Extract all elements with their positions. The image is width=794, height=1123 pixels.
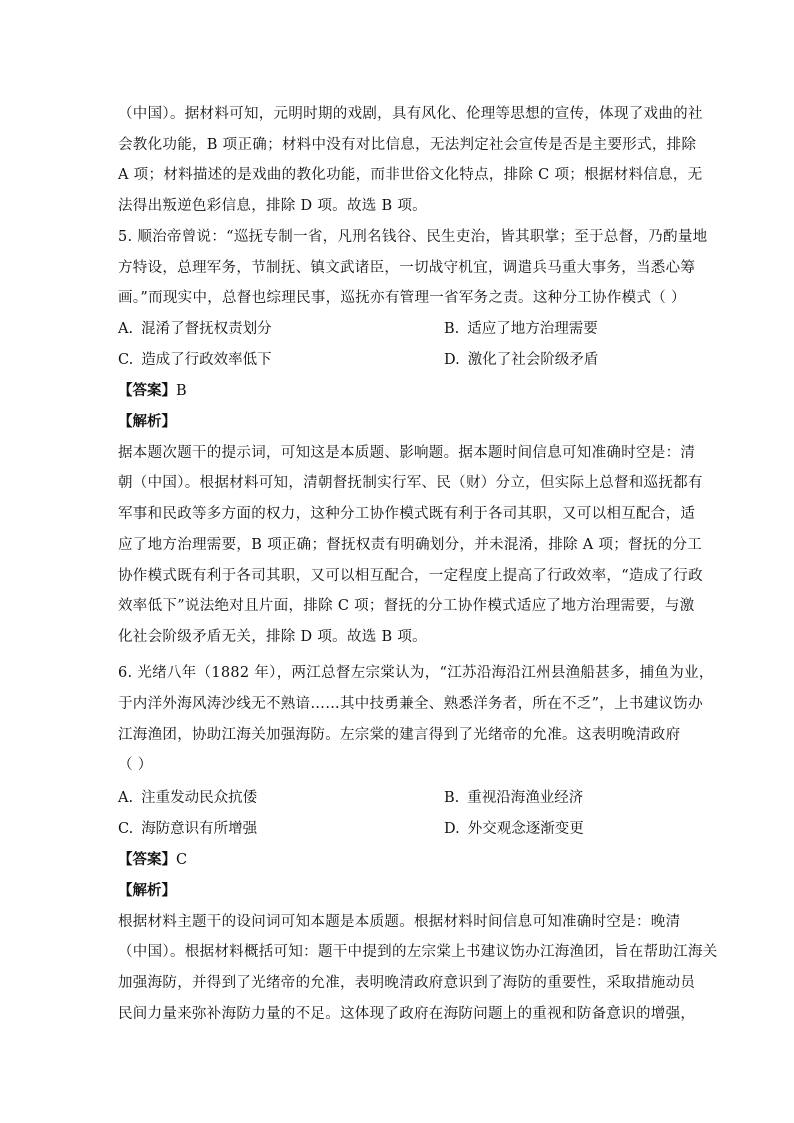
- question-5-stem-line: 5. 顺治帝曾说：“巡抚专制一省，凡刑名钱谷、民生吏治，皆其职掌；至于总督，乃酌量地: [118, 229, 708, 245]
- option-text: 造成了行政效率低下: [141, 352, 272, 368]
- question-6-option-b: [444, 783, 583, 813]
- question-6-answer: 【答案】C: [118, 851, 188, 868]
- question-5-analysis-line: 据本题次题干的提示词，可知这是本质题、影响题。据本题时间信息可知准确时空是：清: [118, 445, 696, 461]
- option-key: A.: [118, 790, 134, 806]
- question-6-analysis-line: （中国）。根据材料概括可知：题干中提到的左宗棠上书建议饬办江海渔团，旨在帮助江海关: [118, 944, 718, 960]
- answer-value: B: [176, 383, 187, 399]
- question-5-analysis-line: 朝（中国）。根据材料可知，清朝督抚制实行军、民（财）分立，但实际上总督和巡抚都有: [118, 475, 703, 491]
- question-5-option-a: [118, 314, 272, 344]
- question-6-stem-line: 6. 光绪八年（1882 年），两江总督左宗棠认为，“江苏沿海沿江州县渔船甚多，捕鱼为业，: [118, 665, 714, 681]
- question-5-option-c: [118, 345, 272, 375]
- question-5-option-d: [444, 345, 598, 375]
- option-text: 激化了社会阶级矛盾: [467, 352, 599, 368]
- option-key: C.: [118, 352, 134, 368]
- question-6-stem-line: 江海渔团，协助江海关加强海防。左宗棠的建言得到了光绪帝的允准。这表明晚清政府: [118, 727, 681, 743]
- question-5-answer: 【答案】B: [118, 382, 187, 399]
- question-5-analysis-line: 效率低下”说法绝对且片面，排除 C 项；督抚的分工协作模式适应了地方治理需要，与激: [118, 598, 695, 614]
- prev-analysis-line: （中国）。据材料可知，元明时期的戏剧，具有风化、伦理等思想的宣传，体现了戏曲的社: [118, 106, 703, 122]
- question-6-option-a: [118, 783, 257, 813]
- question-5-analysis-line: 应了地方治理需要，B 项正确；督抚权责有明确划分，并未混淆，排除 A 项；督抚的分工: [118, 537, 703, 553]
- option-key: D.: [444, 821, 460, 837]
- option-text: 外交观念逐渐变更: [467, 821, 584, 837]
- option-key: B.: [444, 321, 460, 337]
- question-6-stem-line: 于内洋外海风涛沙线无不熟谙……其中技勇兼全、熟悉洋务者，所在不乏”，上书建议饬办: [118, 696, 703, 712]
- prev-analysis-line: A 项；材料描述的是戏曲的教化功能，而非世俗文化特点，排除 C 项；根据材料信息，无: [118, 167, 703, 183]
- answer-label: 答案: [132, 382, 162, 399]
- question-6-analysis-line: 加强海防，并得到了光绪帝的允准，表明晚清政府意识到了海防的重要性，采取措施动员: [118, 975, 696, 991]
- question-5-stem-line: 画。”而现实中，总督也综理民事，巡抚亦有管理一省军务之责。这种分工协作模式（ ）: [118, 290, 686, 306]
- prev-analysis-line: 会教化功能，B 项正确；材料中没有对比信息，无法判定社会宣传是否是主要形式，排除: [118, 137, 697, 153]
- question-6-analysis-line: 根据材料主题干的设问词可知本题是本质题。根据材料时间信息可知准确时空是：晚清: [118, 914, 681, 930]
- question-5-analysis-line: 化社会阶级矛盾无关，排除 D 项。故选 B 项。: [118, 629, 427, 645]
- prev-analysis-line: 法得出叛逆色彩信息，排除 D 项。故选 B 项。: [118, 198, 427, 214]
- option-key: A.: [118, 321, 134, 337]
- option-key: C.: [118, 821, 134, 837]
- answer-value: C: [176, 852, 188, 868]
- question-6-analysis-heading: 【解析】: [118, 882, 176, 899]
- question-5-option-b: [444, 314, 598, 344]
- question-5-analysis-heading: 【解析】: [118, 413, 176, 430]
- question-5-analysis-line: 协作模式既有利于各司其职，又可以相互配合，一定程度上提高了行政效率，“造成了行政: [118, 568, 703, 584]
- option-text: 适应了地方治理需要: [467, 321, 598, 337]
- analysis-label: 解析: [132, 882, 162, 899]
- question-6-stem-line: （ ）: [118, 757, 153, 773]
- question-6-option-d: [444, 814, 584, 844]
- question-6-analysis-line: 民间力量来弥补海防力量的不足。这体现了政府在海防问题上的重视和防备意识的增强，: [118, 1006, 696, 1022]
- option-text: 重视沿海渔业经济: [467, 790, 584, 806]
- analysis-label: 解析: [132, 413, 162, 430]
- option-key: B.: [444, 790, 460, 806]
- question-5-analysis-line: 军事和民政等多方面的权力，这种分工协作模式既有利于各司其职，又可以相互配合，适: [118, 506, 696, 522]
- question-5-stem-line: 方特设，总理军务，节制抚、镇文武诸臣，一切战守机宜，调遣兵马重大事务，当悉心筹: [118, 260, 696, 276]
- answer-label: 答案: [132, 851, 162, 868]
- option-text: 混淆了督抚权责划分: [141, 321, 272, 337]
- question-6-option-c: [118, 814, 257, 844]
- option-text: 海防意识有所增强: [141, 821, 258, 837]
- option-text: 注重发动民众抗倭: [141, 790, 258, 806]
- option-key: D.: [444, 352, 460, 368]
